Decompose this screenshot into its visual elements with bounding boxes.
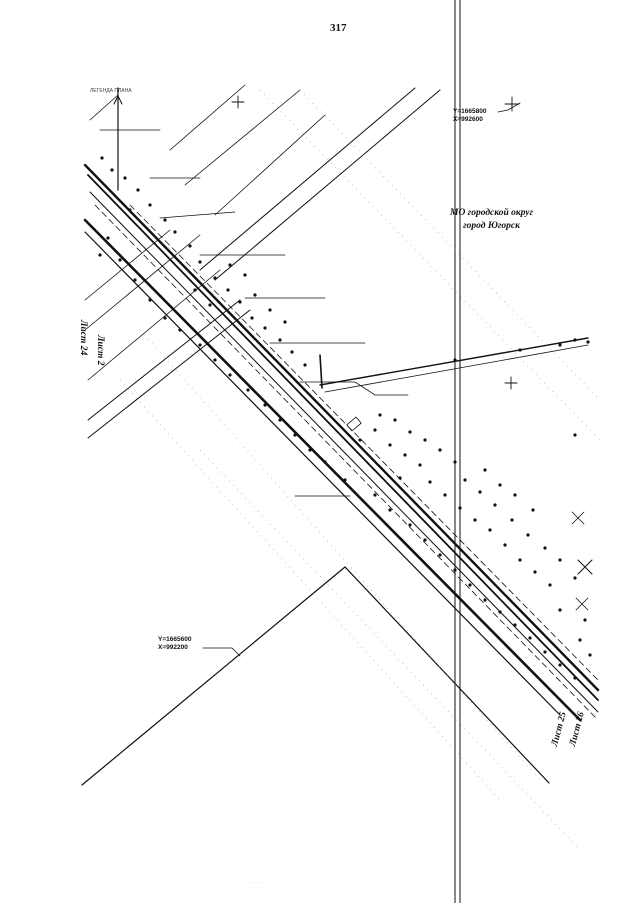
coordinate-x: X=992200 <box>158 644 188 651</box>
diagonal-line <box>170 85 245 150</box>
branch-road <box>320 338 588 385</box>
header-mark: ЛЕГЕНДА ПЛАНА <box>90 88 132 94</box>
diagonal-line <box>215 115 325 215</box>
road-edge <box>88 175 598 700</box>
diagonal-line <box>200 88 415 270</box>
diagonal-line <box>90 95 118 120</box>
structure <box>347 417 361 431</box>
diagonal-line <box>85 230 170 300</box>
branch-road <box>320 355 322 388</box>
diagonal-line <box>185 90 300 185</box>
diagonal-line <box>215 90 440 280</box>
branch-road <box>325 345 588 392</box>
dashed-line <box>130 205 598 680</box>
leader-line <box>300 382 408 395</box>
grid-cross <box>578 560 592 574</box>
page-number: 317 <box>330 22 347 34</box>
coordinate-label-bottom <box>158 636 191 652</box>
grid-cross <box>572 512 584 524</box>
sheet-ref: Лист 25 <box>550 710 569 748</box>
grid-cross <box>576 598 588 610</box>
district-line: МО городской округ <box>450 208 534 218</box>
sheet-ref: Лист 2 <box>95 335 105 366</box>
road-edge <box>85 165 598 690</box>
diagonal-line <box>88 310 250 438</box>
grid-cross <box>505 377 517 389</box>
grid-cross <box>505 97 519 111</box>
sheet-ref: Лист 26 <box>568 710 587 748</box>
road-edge <box>90 192 598 712</box>
leader-line <box>203 648 240 656</box>
district-line: город Югорск <box>463 221 520 231</box>
road-edge <box>85 232 560 715</box>
grid-cross <box>232 96 244 108</box>
footer-mark: · · · · · · <box>245 880 266 886</box>
sheet-ref: Лист 24 <box>78 320 88 356</box>
coordinate-y: Y=1665800 <box>453 108 487 115</box>
survey-points <box>98 156 591 679</box>
leader-line <box>160 212 235 218</box>
coordinate-label-top <box>453 108 486 124</box>
coordinate-y: Y=1665600 <box>158 636 192 643</box>
district-label <box>450 207 533 233</box>
diagonal-line <box>88 270 220 380</box>
coordinate-x: X=992600 <box>453 116 483 123</box>
boundary-triangle <box>82 567 549 785</box>
